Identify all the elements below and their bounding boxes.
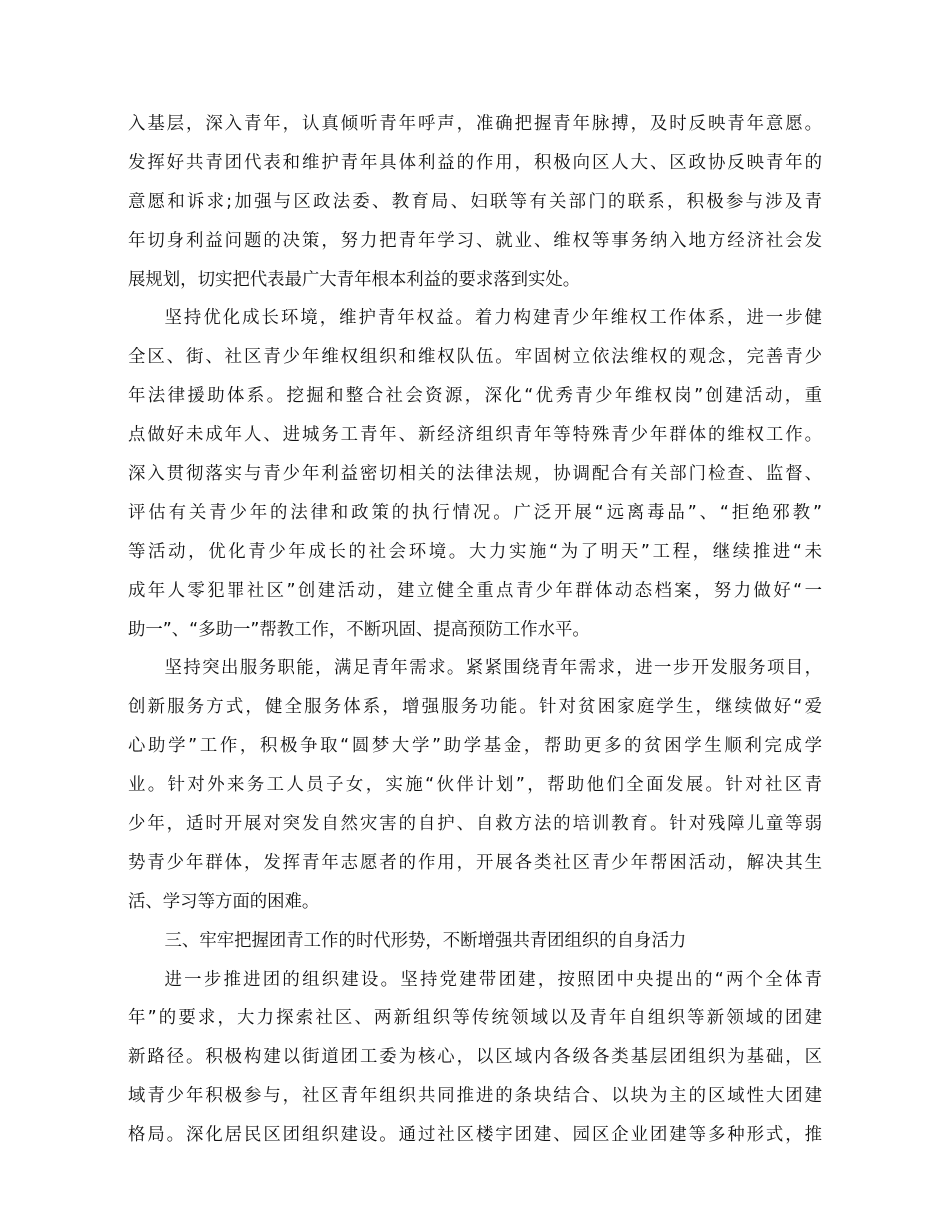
text-line: 年切身利益问题的决策，努力把青年学习、就业、维权等事务纳入地方经济社会发 [128, 230, 822, 251]
document-page [128, 105, 822, 1155]
text-line: 评估有关青少年的法律和政策的执行情况。广泛开展“远离毒品”、“拒绝邪教” [128, 502, 822, 523]
text-line: 心助学”工作，积极争取“圆梦大学”助学基金，帮助更多的贫困学生顺利完成学 [128, 736, 822, 757]
text-line: 创新服务方式，健全服务体系，增强服务功能。针对贫困家庭学生，继续做好“爱 [128, 697, 822, 718]
text-line: 少年，适时开展对突发自然灾害的自护、自救方法的培训教育。针对残障儿童等弱 [128, 814, 822, 835]
text-line: 势青少年群体，发挥青年志愿者的作用，开展各类社区青少年帮困活动，解决其生 [128, 852, 822, 873]
text-line: 全区、街、社区青少年维权组织和维权队伍。牢固树立依法维权的观念，完善青少 [128, 347, 822, 368]
paragraph [128, 105, 822, 299]
text-line: 活、学习等方面的困难。 [128, 891, 320, 912]
text-line: 等活动，优化青少年成长的社会环境。大力实施“为了明天”工程，继续推进“未 [128, 541, 822, 562]
text-line: 年法律援助体系。挖掘和整合社会资源，深化“优秀青少年维权岗”创建活动，重 [128, 386, 822, 407]
text-line: 域青少年积极参与，社区青年组织共同推进的条块结合、以块为主的区域性大团建 [128, 1086, 822, 1107]
text-line: 点做好未成年人、进城务工青年、新经济组织青年等特殊青少年群体的维权工作。 [128, 425, 822, 446]
text-line: 坚持突出服务职能，满足青年需求。紧紧围绕青年需求，进一步开发服务项目， [164, 658, 822, 679]
text-line: 三、牢牢把握团青工作的时代形势，不断增强共青团组织的自身活力 [164, 930, 687, 951]
text-line: 入基层，深入青年，认真倾听青年呼声，准确把握青年脉搏，及时反映青年意愿。 [128, 114, 822, 134]
text-line: 助一”、“多助一”帮教工作，不断巩固、提高预防工作水平。 [128, 619, 590, 640]
text-line: 年”的要求，大力探索社区、两新组织等传统领域以及青年自组织等新领域的团建 [128, 1008, 822, 1029]
text-line: 业。针对外来务工人员子女，实施“伙伴计划”，帮助他们全面发展。针对社区青 [128, 775, 822, 796]
text-line: 发挥好共青团代表和维护青年具体利益的作用，积极向区人大、区政协反映青年的 [128, 152, 822, 173]
text-line: 进一步推进团的组织建设。坚持党建带团建，按照团中央提出的“两个全体青 [164, 969, 822, 990]
text-line: 成年人零犯罪社区”创建活动，建立健全重点青少年群体动态档案，努力做好“一 [128, 580, 822, 601]
text-line: 坚持优化成长环境，维护青年权益。着力构建青少年维权工作体系，进一步健 [164, 308, 822, 329]
text-line: 意愿和诉求;加强与区政法委、教育局、妇联等有关部门的联系，积极参与涉及青 [128, 191, 822, 212]
text-line: 深入贯彻落实与青少年利益密切相关的法律法规，协调配合有关部门检查、监督、 [128, 464, 822, 485]
section-heading [128, 922, 822, 961]
paragraph [128, 961, 822, 1155]
text-line: 格局。深化居民区团组织建设。通过社区楼宇团建、园区企业团建等多种形式，推 [128, 1125, 822, 1146]
paragraph [128, 299, 822, 649]
paragraph [128, 649, 822, 921]
text-line: 新路径。积极构建以街道团工委为核心，以区域内各级各类基层团组织为基础，区 [128, 1047, 822, 1068]
text-line: 展规划，切实把代表最广大青年根本利益的要求落到实处。 [128, 269, 581, 290]
